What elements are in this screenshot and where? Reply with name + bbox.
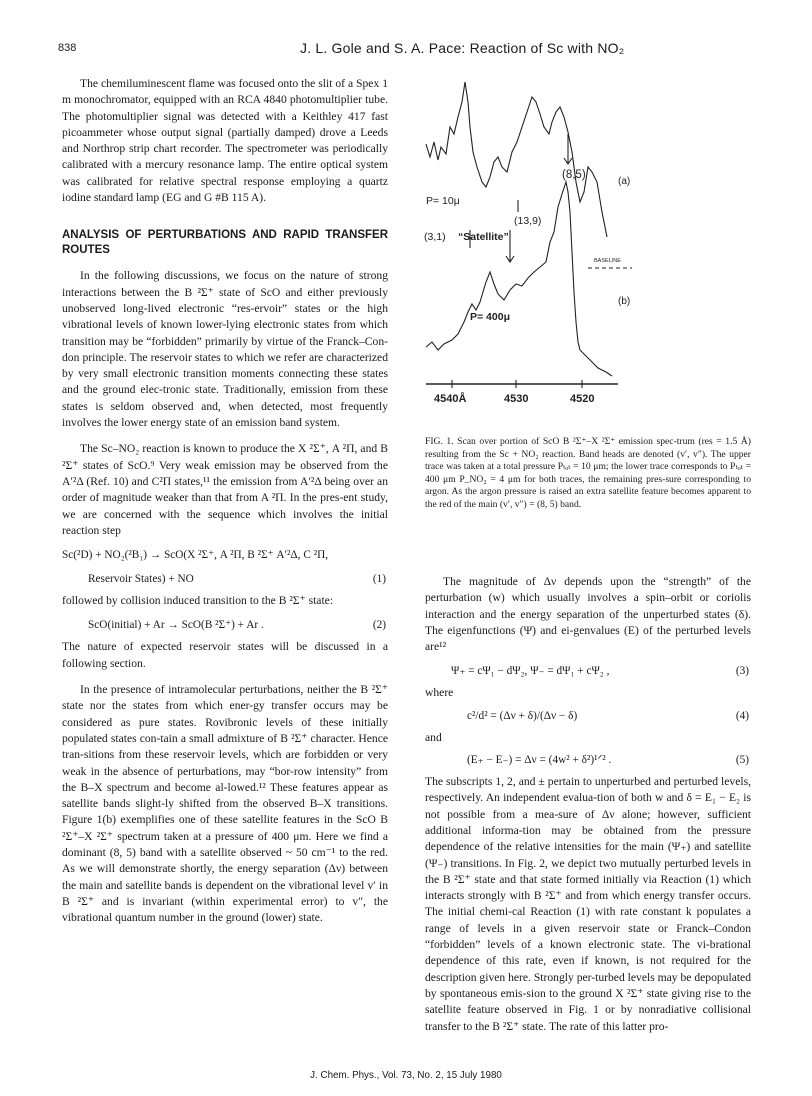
label-p400: P= 400μ <box>470 311 510 323</box>
figure-1-caption: FIG. 1. Scan over portion of ScO B ²Σ⁺–X ²Σ⁺ emission spec-trum (res = 1.5 Å) resulting from the Sc + NO₂ reaction. Band heads are denoted (v′, v″). The upper trace was taken at a total pressure Pₜₒₜ = 10 μm; the lower trace corresponds to Pₜₒₜ = 400 μm P_NO₂ = 4 μm for both traces, the remaining pres-sure corresponding to argon. As the argon pressure is raised an extra satellite feature becomes apparent to the red of the main (v′, v″) = (8, 5) band. <box>425 436 751 510</box>
equation-1-line-2: Reservoir States) + NO <box>88 573 194 586</box>
paragraph-intramolecular: In the presence of intramolecular perturbations, neither the B ²Σ⁺ state nor the states from which ener-gy transfer occurs may be considered as pure states. Rovibronic levels of these initially populated states con-tain a small admixture of B ²Σ⁺ character. Hence tran-sitions from these reservoir levels, which are forbidden or very weak in the absence of perturbations, may “bor-row intensity” from the B–X spectrum and become al-lowed.¹² These features appear as satellite bands slight-ly shifted from the observed B–X transitions. Figure 1(b) exemplifies one of these satellite features in the ScO B ²Σ⁺–X ²Σ⁺ spectrum taken at a pressure of 400 μm. Here we find a dominant (8, 5) band with a satellite observed ~ 50 cm⁻¹ to the red. As we will demonstrate shortly, the energy separation (Δν) between the main and satellite bands is dependent on the vibrational level v′ in B ²Σ⁺ and is invariant (within experimental error) to v″, the vibrational quantum number in the ground (lower) state. <box>62 683 388 925</box>
right-column <box>425 574 751 1035</box>
paragraph-collision: followed by collision induced transition to the B ²Σ⁺ state: <box>62 594 334 608</box>
arrow-85 <box>564 134 572 164</box>
tick-4520: 4520 <box>570 393 595 405</box>
equation-4-number: (4) <box>735 709 749 722</box>
equation-3-text: Ψ₊ = cΨ₁ − dΨ₂, Ψ₋ = dΨ₁ + cΨ₂ , <box>451 665 610 678</box>
tick-4540: 4540Å <box>434 393 467 405</box>
equation-2-text: ScO(initial) + Ar → ScO(B ²Σ⁺) + Ar . <box>88 619 264 632</box>
equation-1 <box>62 547 388 587</box>
equation-2 <box>62 617 388 633</box>
label-3-1: (3,1) <box>424 231 446 243</box>
paragraph-subscripts: The subscripts 1, 2, and ± pertain to unperturbed and perturbed levels, respectively. An independent evalua-tion of both w and δ = E₁ − E₂ is not possible from a mea-sure of Δν alone; however, sufficient additional informa-tion may be obtained from the pressure dependence of the relative intensities for the main (Ψ₊) and satellite (Ψ₋) transitions. In Fig. 2, we depict two mutually perturbed levels in the B ²Σ⁺ state and that state formed initially via Reaction (1) which interacts strongly with B ²Σ⁺ and from which energy transfer occurs. The initial chemi-cal Reaction (1) with rate constant k populates a range of levels in a given reservoir state or Franck–Condon “forbidden” levels of a known electronic state. The vi-brational dependence of this rate, even if known, is not required for the description given here. Strongly per-turbed levels may be depopulated by spontaneous emis-sion to the ground X ²Σ⁺ state giving rise to the satellite feature observed in Fig. 1 or by nonradiative collisional transfer to the B ²Σ⁺ state. The rate of this latter pro- <box>425 775 751 1033</box>
label-satellite: “Satellite” <box>458 231 509 243</box>
trace-b <box>426 182 612 376</box>
label-p10: P= 10μ <box>426 195 460 207</box>
tick-4530: 4530 <box>504 393 529 405</box>
word-and: and <box>425 730 442 744</box>
equation-3 <box>425 663 751 679</box>
label-a: (a) <box>618 176 631 187</box>
paragraph-instrumentation: The chemiluminescent flame was focused onto the slit of a Spex 1 m monochromator, equipped with an RCA 4840 photomultiplier tube. The photomultiplier signal was detected with a Keithley 417 fast picoammeter whose output signal (partially damped) drove a Leeds and Northrop strip chart recorder. The spectrometer was periodically calibrated with a mercury resonance lamp. The entire optical system was calibrated for relative spectral response employing a quartz iodine standard lamp (EG and G #B 115 A). <box>62 77 388 205</box>
equation-1-number: (1) <box>372 573 386 586</box>
paragraph-perturbations: In the following discussions, we focus on the nature of strong interactions between the B ²Σ⁺ state of ScO and either previously unobserved long-lived electronic “res-ervoir” states or the high vibrational levels of known lower-lying electronic states from which transition may be “forbidden” primarily by virtue of the Franck–Con-don principle. The reservoir states to which we refer are characterized by very small electronic transition moments connecting these states and the ground elec-tronic state. Traditionally, emission from these states is seldom observed and, when detected, most frequently involves the lower energy state of an emission band system. <box>62 269 388 430</box>
equation-1-line-1: Sc(²D) + NO₂(²B₁) → ScO(X ²Σ⁺, A ²Π, B ²Σ⁺ A′²Δ, C ²Π, <box>62 549 329 562</box>
equation-4 <box>425 708 751 724</box>
equation-2-number: (2) <box>372 619 386 632</box>
trace-a <box>426 82 607 237</box>
equation-3-number: (3) <box>735 665 749 678</box>
equation-4-text: c²/d² = (Δν + δ)/(Δν − δ) <box>467 709 578 722</box>
paragraph-reservoir-note: The nature of expected reservoir states will be discussed in a following section. <box>62 640 388 670</box>
running-title: J. L. Gole and S. A. Pace: Reaction of Sc with NO₂ <box>300 40 625 56</box>
label-13-9: (13,9) <box>514 215 542 227</box>
equation-5-text: (E₊ − E₋) = Δν = (4w² + δ²)¹ᐟ² . <box>467 754 612 767</box>
left-column <box>62 76 388 926</box>
equation-5 <box>425 752 751 768</box>
label-b: (b) <box>618 296 631 307</box>
paragraph-reaction: The Sc–NO₂ reaction is known to produce the X ²Σ⁺, A ²Π, and B ²Σ⁺ states of ScO.⁹ Very weak emission may be observed from the A′²Δ (Ref. 10) and C²Π states,¹¹ the emission from A′²Δ being over an order of magnitude weaker than that from A ²Π. In the pres-ent study, we are concerned with the sequence which involves the initial reaction step <box>62 442 388 537</box>
equation-5-number: (5) <box>735 754 749 767</box>
section-heading: ANALYSIS OF PERTURBATIONS AND RAPID TRANSFER ROUTES <box>62 229 388 257</box>
journal-citation: J. Chem. Phys., Vol. 73, No. 2, 15 July 1980 <box>310 1070 502 1081</box>
word-where: where <box>425 686 454 700</box>
paragraph-delta-nu: The magnitude of Δν depends upon the “strength” of the perturbation (w) which usually involves a spin–orbit or coriolis interaction and the energy separation of the unperturbed states (δ). The eigenfunctions (Ψ) and ei-genvalues (E) of the perturbed levels are¹² <box>425 575 751 654</box>
figure-1-spectrum <box>422 72 762 430</box>
label-8-5: (8,5) <box>562 169 586 181</box>
label-baseline: BASELINE <box>594 258 621 264</box>
page-number: 838 <box>58 42 77 54</box>
